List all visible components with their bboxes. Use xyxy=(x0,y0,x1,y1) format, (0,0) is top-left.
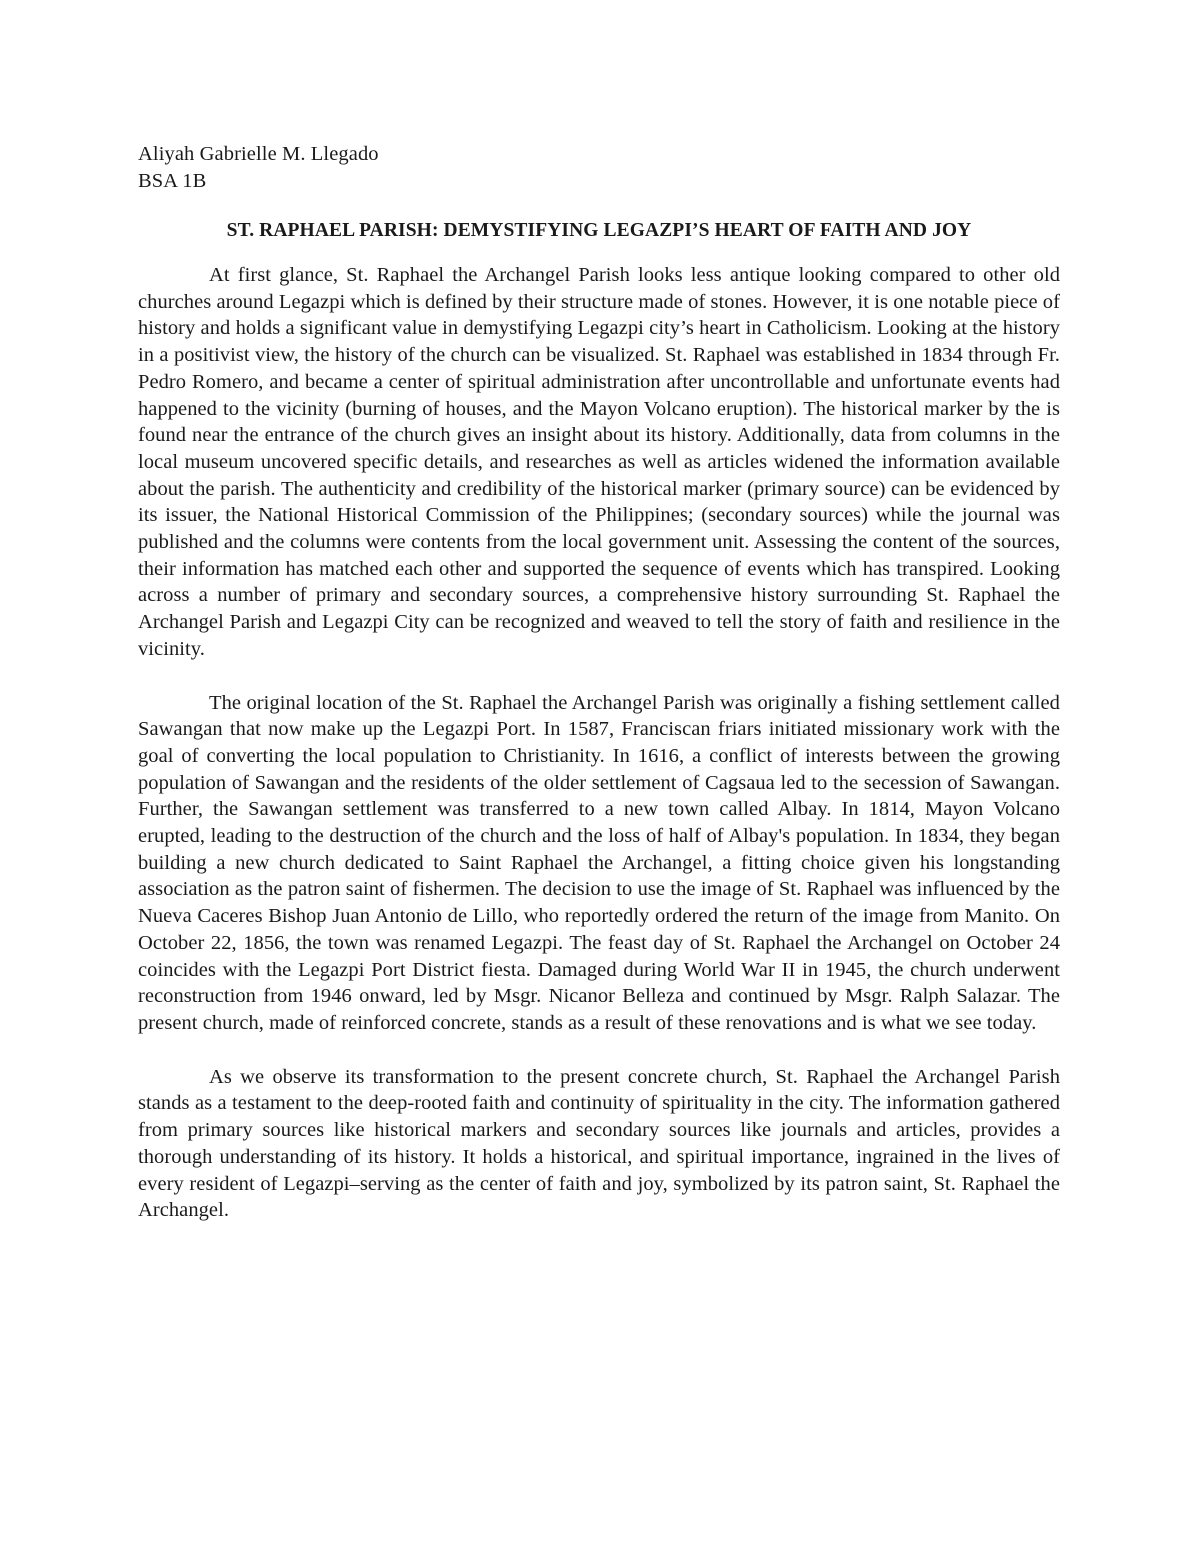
paragraph-origin-timeline: The original location of the St. Raphael the Archangel Parish was originally a fishing settlement called Sawangan that now make up the Legazpi Port. In 1587, Franciscan friars initiated missionary work with the goal of converting the local population to Christianity. In 1616, a conflict of interests between the growing population of Sawangan and the residents of the older settlement of Cagsaua led to the secession of Sawangan. Further, the Sawangan settlement was transferred to a new town called Albay. In 1814, Mayon Volcano erupted, leading to the destruction of the church and the loss of half of Albay's population. In 1834, they began building a new church dedicated to Saint Raphael the Archangel, a fitting choice given his longstanding association as the patron saint of fishermen. The decision to use the image of St. Raphael was influenced by the Nueva Caceres Bishop Juan Antonio de Lillo, who reportedly ordered the return of the image from Manito. On October 22, 1856, the town was renamed Legazpi. The feast day of St. Raphael the Archangel on October 24 coincides with the Legazpi Port District fiesta. Damaged during World War II in 1945, the church underwent reconstruction from 1946 onward, led by Msgr. Nicanor Belleza and continued by Msgr. Ralph Salazar. The present church, made of reinforced concrete, stands as a result of these renovations and is what we see today. xyxy=(138,691,1060,1034)
document-title: ST. RAPHAEL PARISH: DEMYSTIFYING LEGAZPI’S HEART OF FAITH AND JOY xyxy=(226,220,972,241)
author-name: Aliyah Gabrielle M. Llegado xyxy=(138,143,379,165)
paragraph-conclusion: As we observe its transformation to the present concrete church, St. Raphael the Archangel Parish stands as a testament to the deep-rooted faith and continuity of spirituality in the city. The information gathered from primary sources like historical markers and secondary sources like journals and articles, provides a thorough understanding of its history. It holds a historical, and spiritual importance, ingrained in the lives of every resident of Legazpi–serving as the center of faith and joy, symbolized by its patron saint, St. Raphael the Archangel. xyxy=(138,1065,1060,1222)
course-section: BSA 1B xyxy=(138,170,207,192)
paragraph-history-overview: At first glance, St. Raphael the Archangel Parish looks less antique looking compared to other old churches around Legazpi which is defined by their structure made of stones. However, it is one notable piece of history and holds a significant value in demystifying Legazpi city’s heart in Catholicism. Looking at the history in a positivist view, the history of the church can be visualized. St. Raphael was established in 1834 through Fr. Pedro Romero, and became a center of spiritual administration after uncontrollable and unfortunate events had happened to the vicinity (burning of houses, and the Mayon Volcano eruption). The historical marker by the is found near the entrance of the church gives an insight about its history. Additionally, data from columns in the local museum uncovered specific details, and researches as well as articles widened the information available about the parish. The authenticity and credibility of the historical marker (primary source) can be evidenced by its issuer, the National Historical Commission of the Philippines; (secondary sources) while the journal was published and the columns were contents from the local government unit. Assessing the content of the sources, their information has matched each other and supported the sequence of events which has transpired. Looking across a number of primary and secondary sources, a comprehensive history surrounding St. Raphael the Archangel Parish and Legazpi City can be recognized and weaved to tell the story of faith and resilience in the vicinity. xyxy=(138,264,1060,660)
document-body xyxy=(138,141,1060,1251)
